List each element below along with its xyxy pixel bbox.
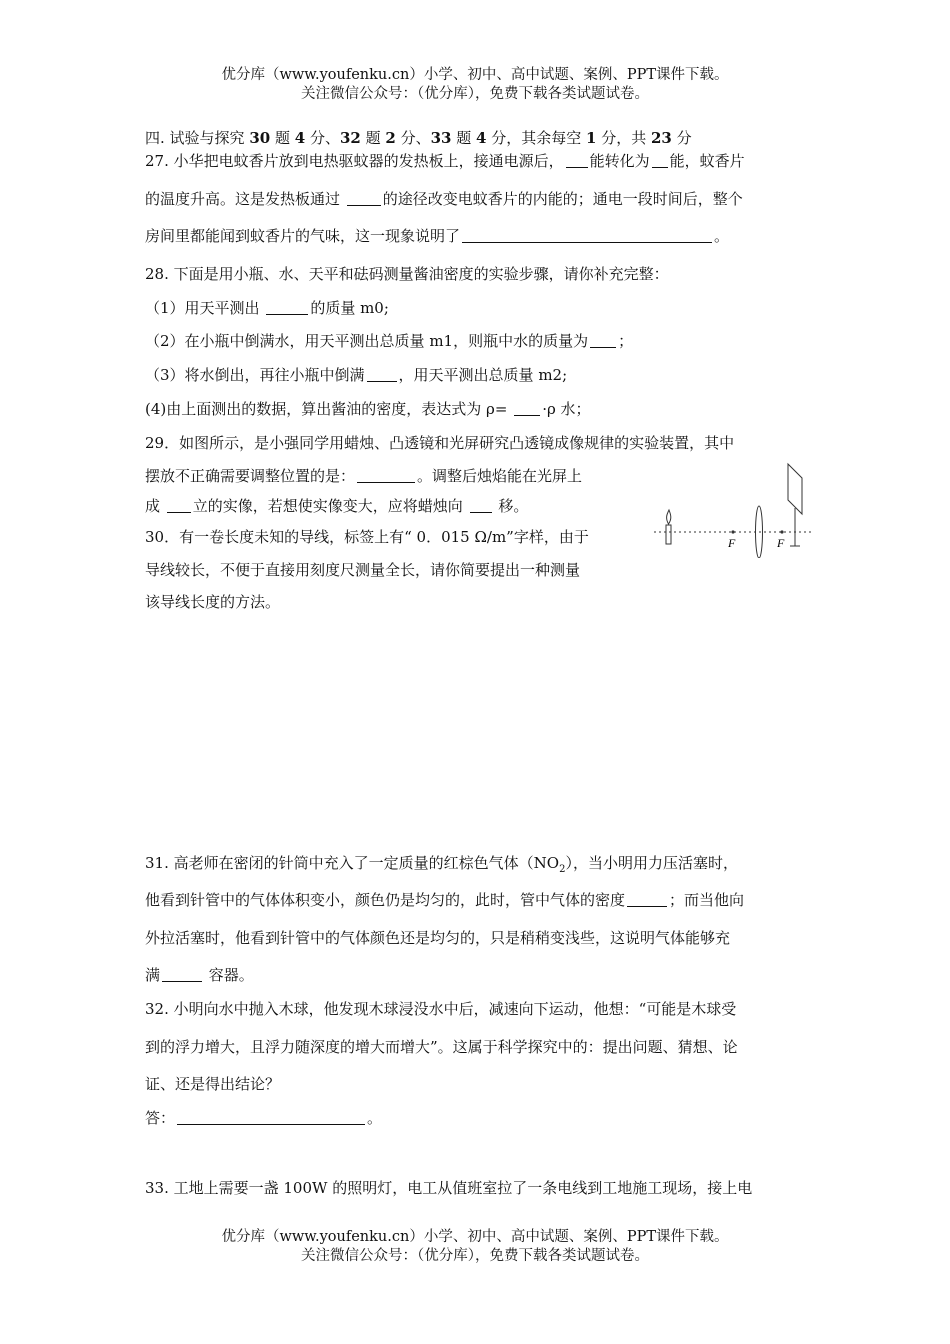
q32-line-1: 32. 小明向水中抛入木球，他发现木球浸没水中后，减速向下运动，他想：“可能是木球受 [145, 1000, 737, 1018]
section-text: 题 [360, 129, 386, 147]
q27-line-3 [145, 226, 729, 246]
footer-line-2: 关注微信公众号：（优分库），免费下载各类试题试卷。 [301, 1248, 649, 1264]
q27-text: 的温度升高。这是发热板通过 [145, 190, 345, 208]
q27-text: 27. 小华把电蚊香片放到电热驱蚊器的发热板上，接通电源后， [145, 152, 564, 170]
section-num: 2 [385, 129, 396, 147]
section-num: 30 [249, 129, 271, 147]
q28-text: 的质量 m0; [310, 299, 389, 317]
q29-text: 。调整后烛焰能在光屏上 [417, 467, 583, 485]
q28-step-2 [145, 331, 633, 351]
answer-blank[interactable] [367, 367, 397, 382]
section-num: 23 [650, 129, 672, 147]
section-text: 分 [671, 129, 692, 147]
q31-subscript: 2 [559, 864, 566, 875]
section-heading [145, 128, 692, 148]
footer-line-1: 优分库（www.youfenku.cn）小学、初中、高中试题、案例、PPT课件下载。 [221, 1229, 729, 1245]
focal-label-left: F [728, 536, 736, 550]
q27-text: 。 [714, 227, 730, 245]
q29-text: 成 [145, 497, 165, 515]
q28-step-1 [145, 298, 389, 318]
answer-blank[interactable] [514, 401, 540, 416]
q30-line-1: 30．有一卷长度未知的导线，标签上有“ 0．015 Ω/m”字样，由于 [145, 528, 589, 546]
section-text: 分、 [305, 129, 340, 147]
q31-text: 31. 高老师在密闭的针筒中充入了一定质量的红棕色气体（NO [145, 854, 560, 872]
q31-line-4 [145, 965, 254, 985]
section-text: 分、 [395, 129, 431, 147]
q29-line-2 [145, 466, 582, 486]
q31-line-1 [145, 853, 738, 880]
header-line-2: 关注微信公众号：（优分库），免费下载各类试题试卷。 [301, 86, 649, 102]
q31-line-3: 外拉活塞时，他看到针管中的气体颜色还是均匀的，只是稍稍变浅些，这说明气体能够充 [145, 929, 731, 947]
q28-text: ·ρ 水； [542, 400, 591, 418]
q32-line-2: 到的浮力增大，且浮力随深度的增大而增大”。这属于科学探究中的：提出问题、猜想、论 [145, 1038, 738, 1056]
q28-text: ，用天平测出总质量 m2; [398, 366, 568, 384]
answer-blank[interactable] [470, 498, 492, 513]
answer-blank[interactable] [347, 191, 381, 206]
section-num: 33 [430, 129, 452, 147]
q28-text: (4)由上面测出的数据，算出酱油的密度，表达式为 ρ= [145, 400, 513, 418]
q32-answer [145, 1108, 382, 1128]
q28-text: （3）将水倒出，再往小瓶中倒满 [145, 366, 365, 384]
q32-line-3: 证、还是得出结论？ [145, 1075, 281, 1093]
answer-blank[interactable] [167, 498, 191, 513]
q28-text: ； [618, 332, 634, 350]
answer-blank[interactable] [177, 1110, 365, 1125]
section-num: 32 [339, 129, 361, 147]
page-footer [0, 1228, 950, 1266]
lens-setup-diagram [650, 458, 820, 558]
focal-label-right: F [777, 536, 785, 550]
q31-text: ；而当他向 [669, 891, 745, 909]
answer-blank[interactable] [357, 468, 415, 483]
q28-text: （2）在小瓶中倒满水，用天平测出总质量 m1，则瓶中水的质量为 [145, 332, 589, 350]
q31-text: ），当小明用力压活塞时， [565, 854, 738, 872]
answer-blank[interactable] [162, 967, 202, 982]
q28-text: （1）用天平测出 [145, 299, 265, 317]
q27-text: 能，蚊香片 [669, 152, 745, 170]
q31-text: 他看到针管中的气体体积变小，颜色仍是均匀的，此时，管中气体的密度 [145, 891, 626, 909]
q32-text: 。 [367, 1109, 383, 1127]
answer-blank[interactable] [590, 333, 616, 348]
light-screen-icon [788, 464, 802, 546]
section-text: 分，其余每空 [486, 129, 586, 147]
q29-line-3 [145, 496, 528, 516]
q27-line-2 [145, 189, 743, 209]
q27-text: 的途径改变电蚊香片的内能的；通电一段时间后，整个 [382, 190, 743, 208]
answer-blank[interactable] [566, 153, 588, 168]
candle-icon [666, 510, 671, 544]
focal-point-right [780, 530, 783, 533]
q31-text: 容器。 [204, 966, 254, 984]
q32-text: 答： [145, 1109, 176, 1127]
q27-line-1 [145, 151, 745, 171]
q29-text: 立的实像，若想使实像变大，应将蜡烛向 [192, 497, 468, 515]
focal-point-left [731, 530, 734, 533]
section-heading-text: 四. 试验与探究 [145, 129, 250, 147]
q28-step-4 [145, 399, 591, 419]
q29-line-1: 29．如图所示，是小强同学用蜡烛、凸透镜和光屏研究凸透镜成像规律的实验装置，其中 [145, 434, 735, 452]
q30-line-2: 导线较长，不便于直接用刻度尺测量全长，请你简要提出一种测量 [145, 561, 581, 579]
section-text: 题 [270, 129, 295, 147]
section-text: 题 [451, 129, 477, 147]
header-line-1: 优分库（www.youfenku.cn）小学、初中、高中试题、案例、PPT课件下载。 [221, 67, 729, 83]
section-text: 分，共 [596, 129, 651, 147]
q27-text: 能转化为 [589, 152, 650, 170]
page-header [0, 66, 950, 104]
q30-line-3: 该导线长度的方法。 [145, 593, 281, 611]
answer-blank[interactable] [462, 228, 712, 243]
section-num: 4 [294, 129, 306, 147]
q31-line-2 [145, 890, 744, 910]
answer-blank[interactable] [652, 153, 668, 168]
q28-title: 28. 下面是用小瓶、水、天平和砝码测量酱油密度的实验步骤，请你补充完整： [145, 265, 669, 283]
section-num: 1 [586, 129, 597, 147]
section-num: 4 [476, 129, 487, 147]
q28-step-3 [145, 365, 567, 385]
q33-line-1: 33. 工地上需要一盏 100W 的照明灯，电工从值班室拉了一条电线到工地施工现场，接上电 [145, 1179, 753, 1197]
q29-text: 移。 [493, 497, 529, 515]
q29-text: 摆放不正确需要调整位置的是： [145, 467, 356, 485]
q31-text: 满 [145, 966, 161, 984]
answer-blank[interactable] [627, 892, 667, 907]
answer-blank[interactable] [266, 300, 308, 315]
q27-text: 房间里都能闻到蚊香片的气味，这一现象说明了 [145, 227, 461, 245]
